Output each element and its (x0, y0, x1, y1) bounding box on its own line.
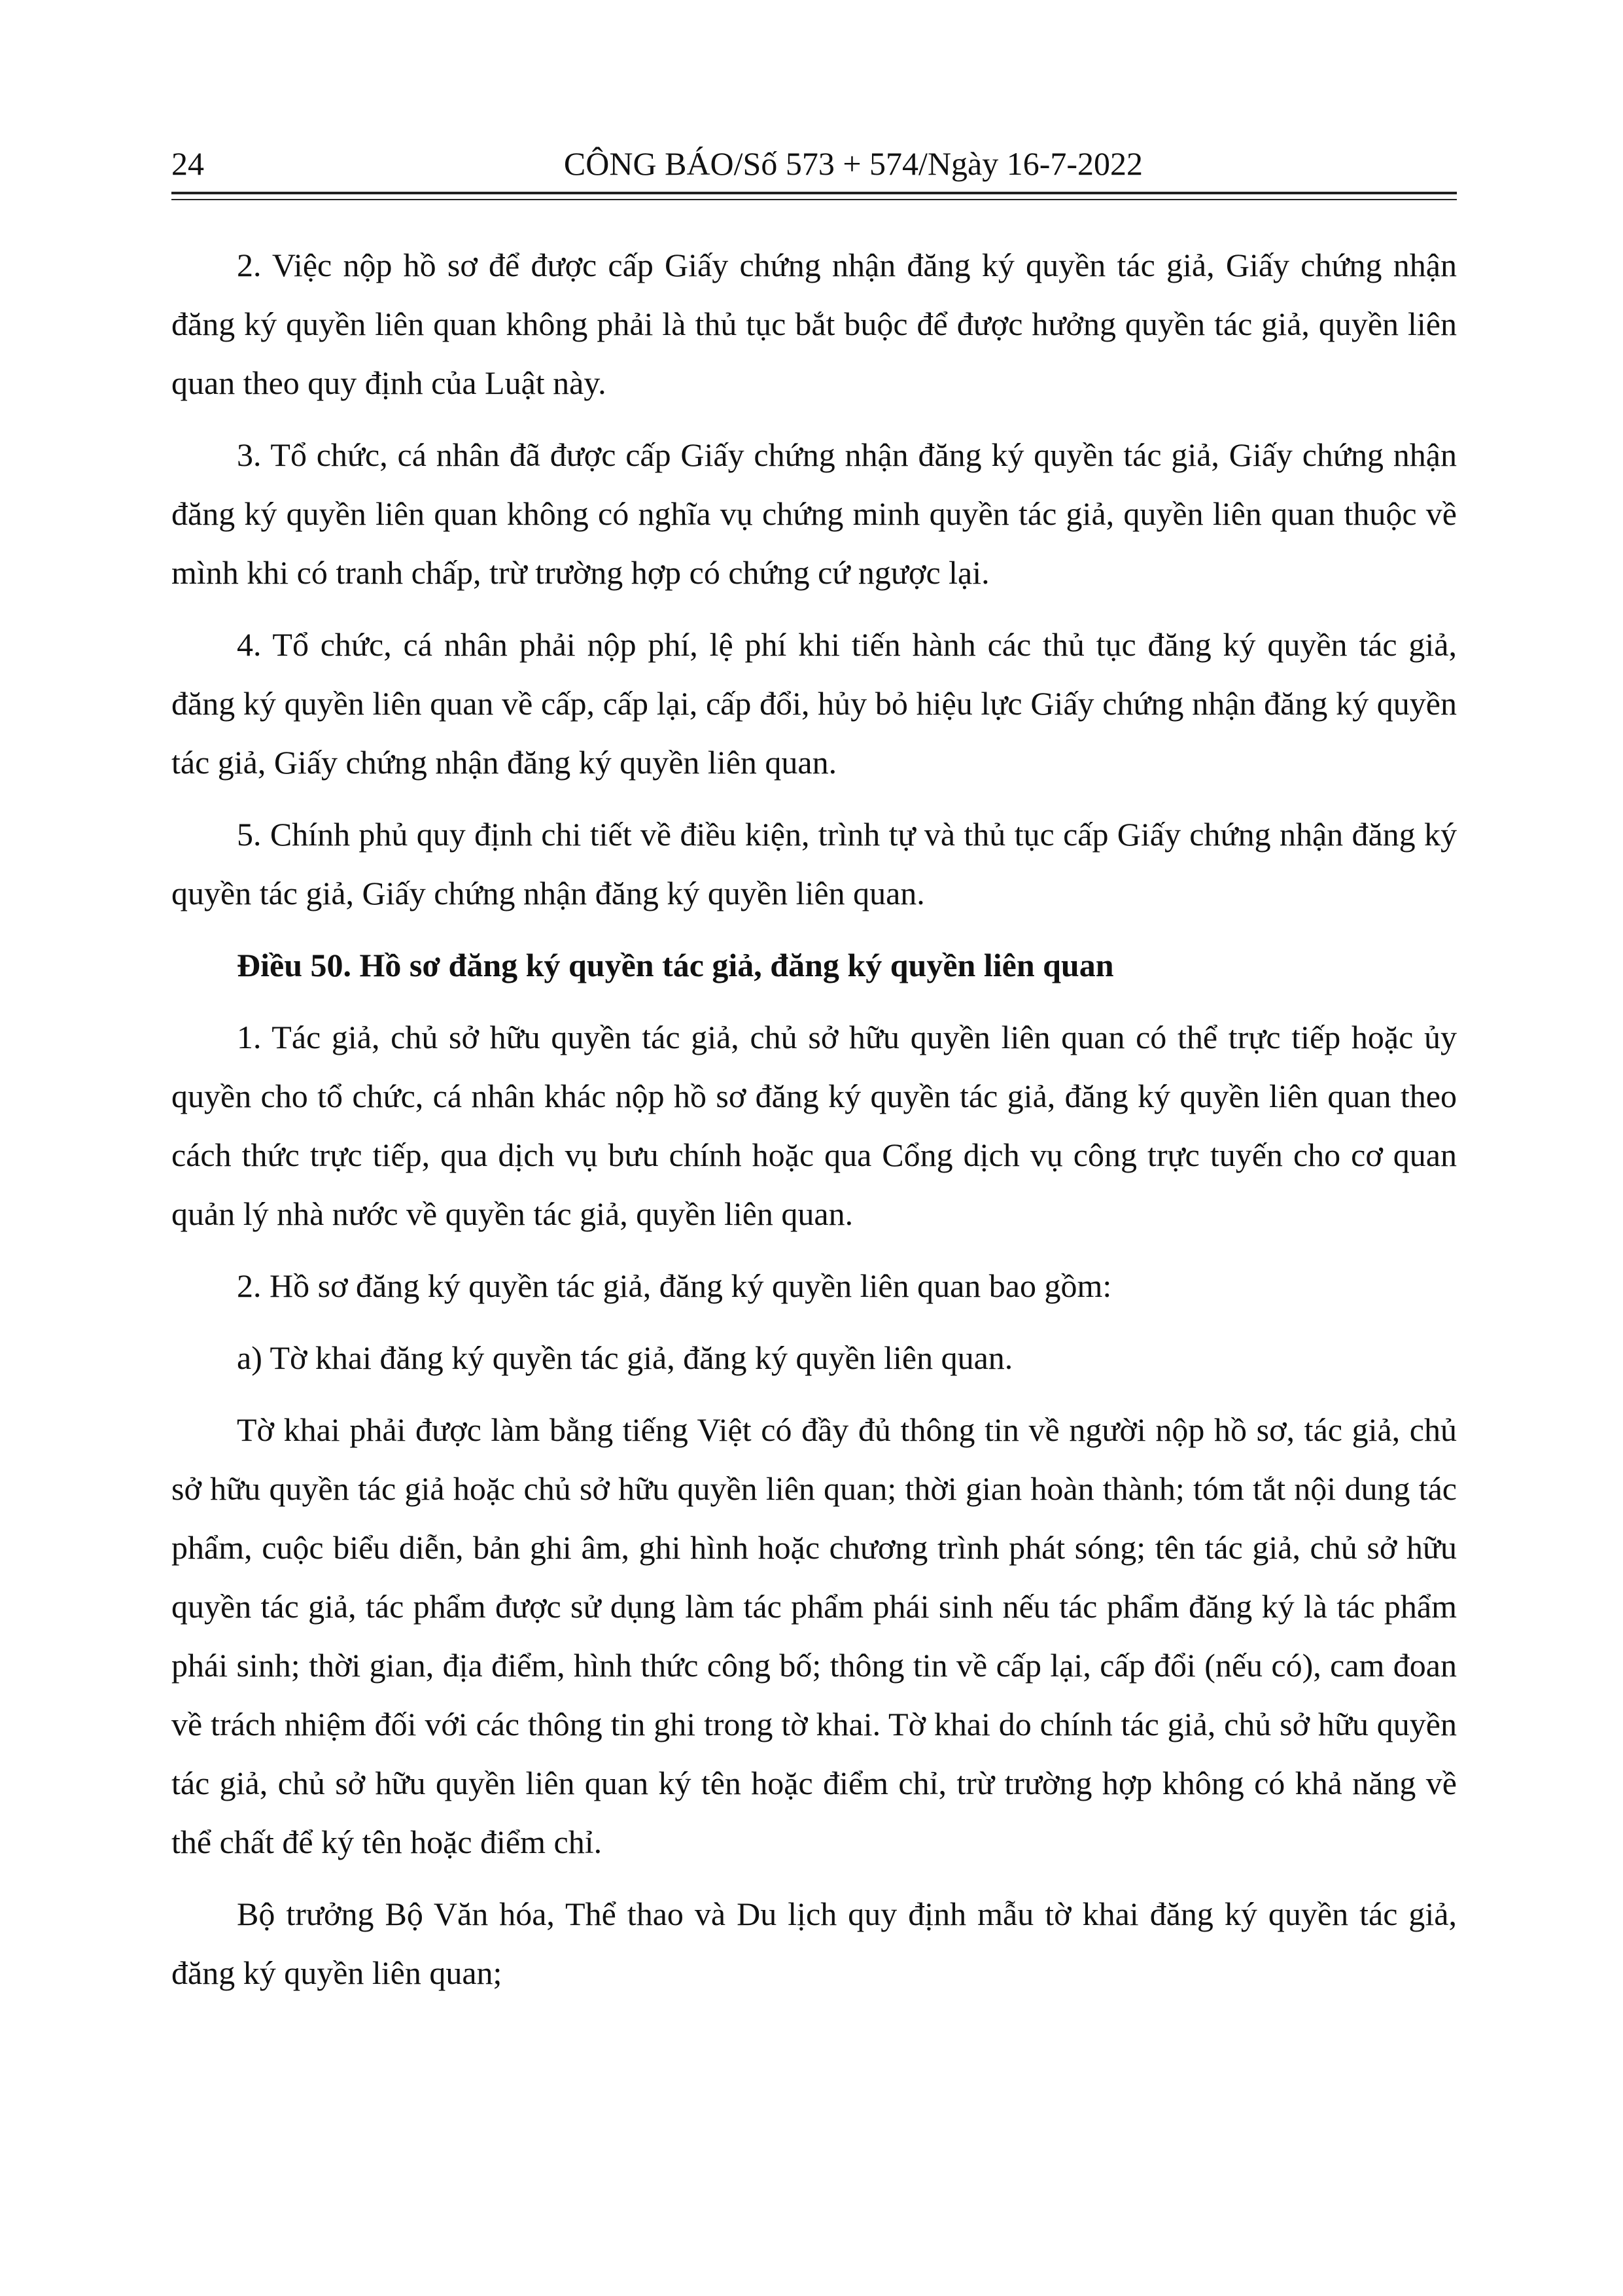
article-50-clause-2: 2. Hồ sơ đăng ký quyền tác giả, đăng ký quyền liên quan bao gồm: (237, 1267, 1112, 1304)
clause-4-paragraph: 4. Tổ chức, cá nhân phải nộp phí, lệ phí khi tiến hành các thủ tục đăng ký quyền tác giả, đăng ký quyền liên quan về cấp, cấp lại, cấp đổi, hủy bỏ hiệu lực Giấy chứng nhận đăng ký quyền tác giả, Giấy chứng nhận đăng ký quyền liên quan. (171, 626, 1457, 781)
gazette-title: CÔNG BÁO/Số 573 + 574/Ngày 16-7-2022 (563, 145, 1143, 182)
clause-3-paragraph: 3. Tổ chức, cá nhân đã được cấp Giấy chứng nhận đăng ký quyền tác giả, Giấy chứng nhận đăng ký quyền liên quan không có nghĩa vụ chứng minh quyền tác giả, quyền liên quan thuộc về mình khi có tranh chấp, trừ trường hợp có chứng cứ ngược lại. (171, 436, 1457, 591)
article-50-point-a: a) Tờ khai đăng ký quyền tác giả, đăng ký quyền liên quan. (237, 1339, 1013, 1376)
document-body (171, 236, 1457, 2015)
header-rule-thick (171, 192, 1457, 194)
page-number: 24 (171, 145, 204, 182)
minister-form-paragraph: Bộ trưởng Bộ Văn hóa, Thể thao và Du lịch quy định mẫu tờ khai đăng ký quyền tác giả, đăng ký quyền liên quan; (171, 1896, 1457, 1991)
clause-2-paragraph: 2. Việc nộp hồ sơ để được cấp Giấy chứng nhận đăng ký quyền tác giả, Giấy chứng nhận đăng ký quyền liên quan không phải là thủ tục bắt buộc để được hưởng quyền tác giả, quyền liên quan theo quy định của Luật này. (171, 247, 1457, 401)
clause-5-paragraph: 5. Chính phủ quy định chi tiết về điều kiện, trình tự và thủ tục cấp Giấy chứng nhận đăng ký quyền tác giả, Giấy chứng nhận đăng ký quyền liên quan. (171, 816, 1457, 911)
declaration-requirements-paragraph: Tờ khai phải được làm bằng tiếng Việt có đầy đủ thông tin về người nộp hồ sơ, tác giả, chủ sở hữu quyền tác giả hoặc chủ sở hữu quyền liên quan; thời gian hoàn thành; tóm tắt nội dung tác phẩm, cuộc biểu diễn, bản ghi âm, ghi hình hoặc chương trình phát sóng; tên tác giả, chủ sở hữu quyền tác giả, tác phẩm được sử dụng làm tác phẩm phái sinh nếu tác phẩm đăng ký là tác phẩm phái sinh; thời gian, địa điểm, hình thức công bố; thông tin về cấp lại, cấp đổi (nếu có), cam đoan về trách nhiệm đối với các thông tin ghi trong tờ khai. Tờ khai do chính tác giả, chủ sở hữu quyền tác giả, chủ sở hữu quyền liên quan ký tên hoặc điểm chỉ, trừ trường hợp không có khả năng về thể chất để ký tên hoặc điểm chỉ. (171, 1411, 1457, 1860)
page-header (171, 141, 1457, 186)
header-rule-thin (171, 199, 1457, 200)
article-50-clause-1: 1. Tác giả, chủ sở hữu quyền tác giả, chủ sở hữu quyền liên quan có thể trực tiếp hoặc ủy quyền cho tổ chức, cá nhân khác nộp hồ sơ đăng ký quyền tác giả, đăng ký quyền liên quan theo cách thức trực tiếp, qua dịch vụ bưu chính hoặc qua Cổng dịch vụ công trực tuyến cho cơ quan quản lý nhà nước về quyền tác giả, quyền liên quan. (171, 1019, 1457, 1232)
article-50-heading: Điều 50. Hồ sơ đăng ký quyền tác giả, đăng ký quyền liên quan (237, 947, 1114, 983)
